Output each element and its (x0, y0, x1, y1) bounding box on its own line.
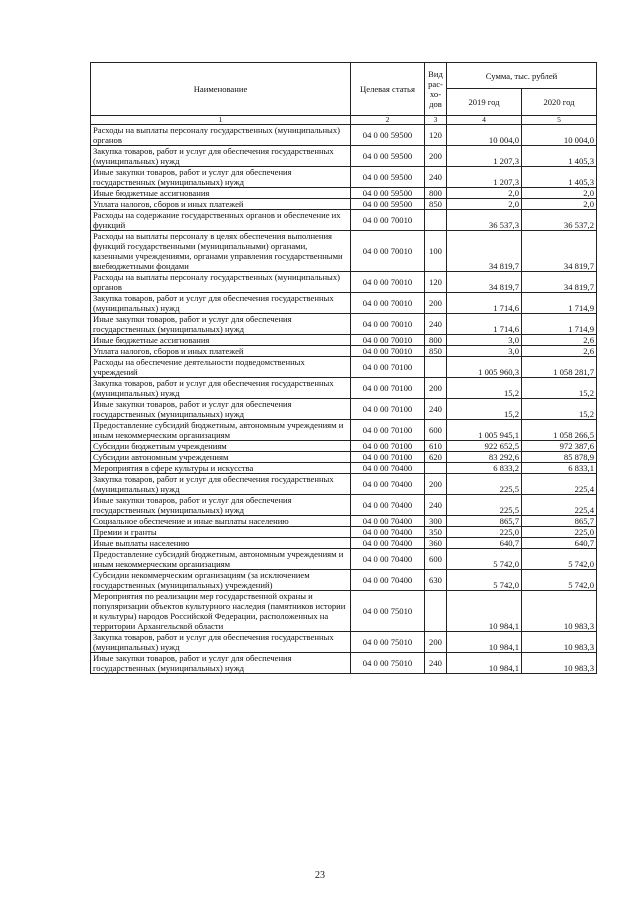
row-target-article: 04 0 00 70010 (351, 335, 425, 346)
row-target-article: 04 0 00 70400 (351, 570, 425, 591)
table-row (91, 188, 597, 199)
row-expense-kind: 240 (425, 167, 447, 188)
row-expense-kind: 100 (425, 231, 447, 272)
row-target-article: 04 0 00 59500 (351, 188, 425, 199)
row-target-article: 04 0 00 70400 (351, 495, 425, 516)
row-amount-2019: 1 714,6 (447, 314, 522, 335)
row-amount-2020: 865,7 (522, 516, 597, 527)
row-expense-kind: 120 (425, 272, 447, 293)
row-expense-kind (425, 591, 447, 632)
table-row (91, 463, 597, 474)
row-expense-kind: 800 (425, 188, 447, 199)
table-row (91, 474, 597, 495)
row-expense-kind: 300 (425, 516, 447, 527)
row-expense-kind: 240 (425, 495, 447, 516)
row-amount-2020: 1 714,9 (522, 293, 597, 314)
row-amount-2020: 225,4 (522, 474, 597, 495)
row-name: Иные бюджетные ассигнования (91, 335, 351, 346)
header-year-2019: 2019 год (447, 89, 522, 116)
table-row (91, 452, 597, 463)
table-row (91, 420, 597, 441)
row-expense-kind: 350 (425, 527, 447, 538)
row-name: Закупка товаров, работ и услуг для обеспечения государственных (муниципальных) нужд (91, 378, 351, 399)
row-name: Уплата налогов, сборов и иных платежей (91, 199, 351, 210)
table-row (91, 146, 597, 167)
row-amount-2019: 10 984,1 (447, 591, 522, 632)
row-amount-2020: 2,6 (522, 335, 597, 346)
row-amount-2019: 34 819,7 (447, 231, 522, 272)
row-target-article: 04 0 00 59500 (351, 125, 425, 146)
row-target-article: 04 0 00 70100 (351, 420, 425, 441)
row-name: Уплата налогов, сборов и иных платежей (91, 346, 351, 357)
row-name: Предоставление субсидий бюджетным, автономным учреждениям и иным некоммерческим организациям (91, 420, 351, 441)
table-row (91, 210, 597, 231)
row-name: Мероприятия по реализации мер государственной охраны и популяризации объектов культурного наследия (памятников истории и культуры) народов Российской Федерации, расположенных на территории Архангельской области (91, 591, 351, 632)
row-amount-2020: 34 819,7 (522, 272, 597, 293)
row-expense-kind: 610 (425, 441, 447, 452)
row-target-article: 04 0 00 70100 (351, 378, 425, 399)
row-amount-2020: 972 387,6 (522, 441, 597, 452)
row-amount-2020: 36 537,2 (522, 210, 597, 231)
table-row (91, 314, 597, 335)
row-target-article: 04 0 00 70400 (351, 516, 425, 527)
row-target-article: 04 0 00 75010 (351, 591, 425, 632)
row-name: Закупка товаров, работ и услуг для обеспечения государственных (муниципальных) нужд (91, 146, 351, 167)
row-amount-2020: 225,0 (522, 527, 597, 538)
row-amount-2020: 2,0 (522, 199, 597, 210)
row-expense-kind: 240 (425, 653, 447, 674)
row-target-article: 04 0 00 70100 (351, 452, 425, 463)
row-amount-2019: 15,2 (447, 399, 522, 420)
row-amount-2019: 1 005 945,1 (447, 420, 522, 441)
row-amount-2019: 865,7 (447, 516, 522, 527)
header-year-2020: 2020 год (522, 89, 597, 116)
row-amount-2020: 1 058 266,5 (522, 420, 597, 441)
table-row (91, 357, 597, 378)
row-expense-kind: 850 (425, 346, 447, 357)
row-amount-2019: 5 742,0 (447, 570, 522, 591)
row-name: Иные бюджетные ассигнования (91, 188, 351, 199)
row-name: Расходы на содержание государственных органов и обеспечение их функций (91, 210, 351, 231)
row-name: Закупка товаров, работ и услуг для обеспечения государственных (муниципальных) нужд (91, 474, 351, 495)
row-amount-2020: 10 983,3 (522, 653, 597, 674)
table-row (91, 549, 597, 570)
row-amount-2020: 10 983,3 (522, 591, 597, 632)
row-amount-2019: 10 984,1 (447, 653, 522, 674)
row-target-article: 04 0 00 70010 (351, 272, 425, 293)
row-amount-2020: 225,4 (522, 495, 597, 516)
row-name: Субсидии автономным учреждениям (91, 452, 351, 463)
row-name: Иные закупки товаров, работ и услуг для обеспечения государственных (муниципальных) нужд (91, 314, 351, 335)
row-expense-kind: 200 (425, 474, 447, 495)
row-expense-kind (425, 210, 447, 231)
row-amount-2020: 640,7 (522, 538, 597, 549)
row-expense-kind (425, 357, 447, 378)
row-amount-2020: 5 742,0 (522, 549, 597, 570)
header-kind: Вид рас-хо-дов (425, 63, 447, 116)
row-name: Мероприятия в сфере культуры и искусства (91, 463, 351, 474)
row-amount-2019: 15,2 (447, 378, 522, 399)
row-expense-kind: 600 (425, 549, 447, 570)
row-amount-2019: 34 819,7 (447, 272, 522, 293)
row-expense-kind (425, 463, 447, 474)
row-expense-kind: 850 (425, 199, 447, 210)
table-row (91, 231, 597, 272)
row-target-article: 04 0 00 70100 (351, 399, 425, 420)
row-target-article: 04 0 00 70400 (351, 538, 425, 549)
row-target-article: 04 0 00 59500 (351, 146, 425, 167)
page-number: 23 (315, 870, 325, 881)
row-amount-2020: 10 004,0 (522, 125, 597, 146)
table-row (91, 591, 597, 632)
row-amount-2020: 1 058 281,7 (522, 357, 597, 378)
row-expense-kind: 630 (425, 570, 447, 591)
row-target-article: 04 0 00 70100 (351, 441, 425, 452)
table-row (91, 346, 597, 357)
row-target-article: 04 0 00 70400 (351, 463, 425, 474)
row-amount-2020: 1 405,3 (522, 167, 597, 188)
column-number: 3 (425, 116, 447, 125)
row-amount-2019: 640,7 (447, 538, 522, 549)
row-name: Иные закупки товаров, работ и услуг для обеспечения государственных (муниципальных) нужд (91, 495, 351, 516)
row-amount-2019: 10 984,1 (447, 632, 522, 653)
row-amount-2020: 34 819,7 (522, 231, 597, 272)
row-amount-2019: 225,5 (447, 474, 522, 495)
table-row (91, 272, 597, 293)
row-target-article: 04 0 00 70010 (351, 346, 425, 357)
header-name: Наименование (91, 63, 351, 116)
row-target-article: 04 0 00 70400 (351, 474, 425, 495)
table-row (91, 653, 597, 674)
row-name: Расходы на выплаты персоналу государственных (муниципальных) органов (91, 125, 351, 146)
column-number: 4 (447, 116, 522, 125)
table-row (91, 495, 597, 516)
table-row (91, 538, 597, 549)
table-row (91, 125, 597, 146)
budget-table (90, 62, 597, 674)
row-expense-kind: 240 (425, 399, 447, 420)
row-amount-2019: 5 742,0 (447, 549, 522, 570)
row-name: Расходы на выплаты персоналу в целях обеспечения выполнения функций государственными (муниципальными) органами, казенными учреждениями, органами управления государственными внебюджетными фондами (91, 231, 351, 272)
table-row (91, 570, 597, 591)
row-amount-2020: 1 405,3 (522, 146, 597, 167)
row-target-article: 04 0 00 70010 (351, 293, 425, 314)
row-amount-2020: 5 742,0 (522, 570, 597, 591)
row-expense-kind: 200 (425, 632, 447, 653)
row-amount-2020: 1 714,9 (522, 314, 597, 335)
row-expense-kind: 800 (425, 335, 447, 346)
row-amount-2020: 15,2 (522, 378, 597, 399)
column-number: 1 (91, 116, 351, 125)
row-amount-2019: 2,0 (447, 199, 522, 210)
row-target-article: 04 0 00 70010 (351, 314, 425, 335)
row-amount-2019: 10 004,0 (447, 125, 522, 146)
row-amount-2019: 1 005 960,3 (447, 357, 522, 378)
row-amount-2019: 3,0 (447, 346, 522, 357)
row-expense-kind: 120 (425, 125, 447, 146)
column-number: 5 (522, 116, 597, 125)
row-name: Субсидии бюджетным учреждениям (91, 441, 351, 452)
row-amount-2019: 922 652,5 (447, 441, 522, 452)
row-amount-2020: 85 878,9 (522, 452, 597, 463)
row-amount-2020: 15,2 (522, 399, 597, 420)
row-amount-2019: 1 207,3 (447, 146, 522, 167)
row-name: Иные выплаты населению (91, 538, 351, 549)
header-sum: Сумма, тыс. рублей (447, 63, 597, 89)
row-target-article: 04 0 00 75010 (351, 653, 425, 674)
table-row (91, 399, 597, 420)
table-body (91, 125, 597, 674)
row-target-article: 04 0 00 70010 (351, 210, 425, 231)
row-expense-kind: 600 (425, 420, 447, 441)
row-name: Премии и гранты (91, 527, 351, 538)
row-target-article: 04 0 00 75010 (351, 632, 425, 653)
table-row (91, 516, 597, 527)
row-expense-kind: 200 (425, 378, 447, 399)
row-name: Закупка товаров, работ и услуг для обеспечения государственных (муниципальных) нужд (91, 293, 351, 314)
row-amount-2019: 2,0 (447, 188, 522, 199)
row-expense-kind: 200 (425, 146, 447, 167)
table-row (91, 293, 597, 314)
table-row (91, 441, 597, 452)
row-amount-2019: 1 207,3 (447, 167, 522, 188)
row-name: Предоставление субсидий бюджетным, автономным учреждениям и иным некоммерческим организациям (91, 549, 351, 570)
row-amount-2019: 6 833,2 (447, 463, 522, 474)
row-amount-2020: 2,6 (522, 346, 597, 357)
row-amount-2020: 2,0 (522, 188, 597, 199)
row-amount-2019: 225,5 (447, 495, 522, 516)
row-name: Социальное обеспечение и иные выплаты населению (91, 516, 351, 527)
row-amount-2020: 6 833,1 (522, 463, 597, 474)
row-name: Расходы на обеспечение деятельности подведомственных учреждений (91, 357, 351, 378)
row-amount-2019: 36 537,3 (447, 210, 522, 231)
row-target-article: 04 0 00 59500 (351, 199, 425, 210)
row-name: Иные закупки товаров, работ и услуг для обеспечения государственных (муниципальных) нужд (91, 653, 351, 674)
row-amount-2019: 3,0 (447, 335, 522, 346)
row-amount-2019: 225,0 (447, 527, 522, 538)
row-amount-2019: 1 714,6 (447, 293, 522, 314)
row-target-article: 04 0 00 70010 (351, 231, 425, 272)
row-name: Иные закупки товаров, работ и услуг для обеспечения государственных (муниципальных) нужд (91, 167, 351, 188)
row-target-article: 04 0 00 70100 (351, 357, 425, 378)
row-name: Иные закупки товаров, работ и услуг для обеспечения государственных (муниципальных) нужд (91, 399, 351, 420)
table-row (91, 167, 597, 188)
row-name: Расходы на выплаты персоналу государственных (муниципальных) органов (91, 272, 351, 293)
row-name: Закупка товаров, работ и услуг для обеспечения государственных (муниципальных) нужд (91, 632, 351, 653)
row-expense-kind: 240 (425, 314, 447, 335)
row-expense-kind: 360 (425, 538, 447, 549)
table-row (91, 335, 597, 346)
row-amount-2019: 83 292,6 (447, 452, 522, 463)
row-amount-2020: 10 983,3 (522, 632, 597, 653)
table-row (91, 199, 597, 210)
row-target-article: 04 0 00 70400 (351, 549, 425, 570)
row-name: Субсидии некоммерческим организациям (за исключением государственных (муниципальных) учреждений) (91, 570, 351, 591)
column-number: 2 (351, 116, 425, 125)
header-article: Целевая статья (351, 63, 425, 116)
table-row (91, 632, 597, 653)
row-expense-kind: 620 (425, 452, 447, 463)
row-target-article: 04 0 00 59500 (351, 167, 425, 188)
row-expense-kind: 200 (425, 293, 447, 314)
table-row (91, 378, 597, 399)
row-target-article: 04 0 00 70400 (351, 527, 425, 538)
table-row (91, 527, 597, 538)
